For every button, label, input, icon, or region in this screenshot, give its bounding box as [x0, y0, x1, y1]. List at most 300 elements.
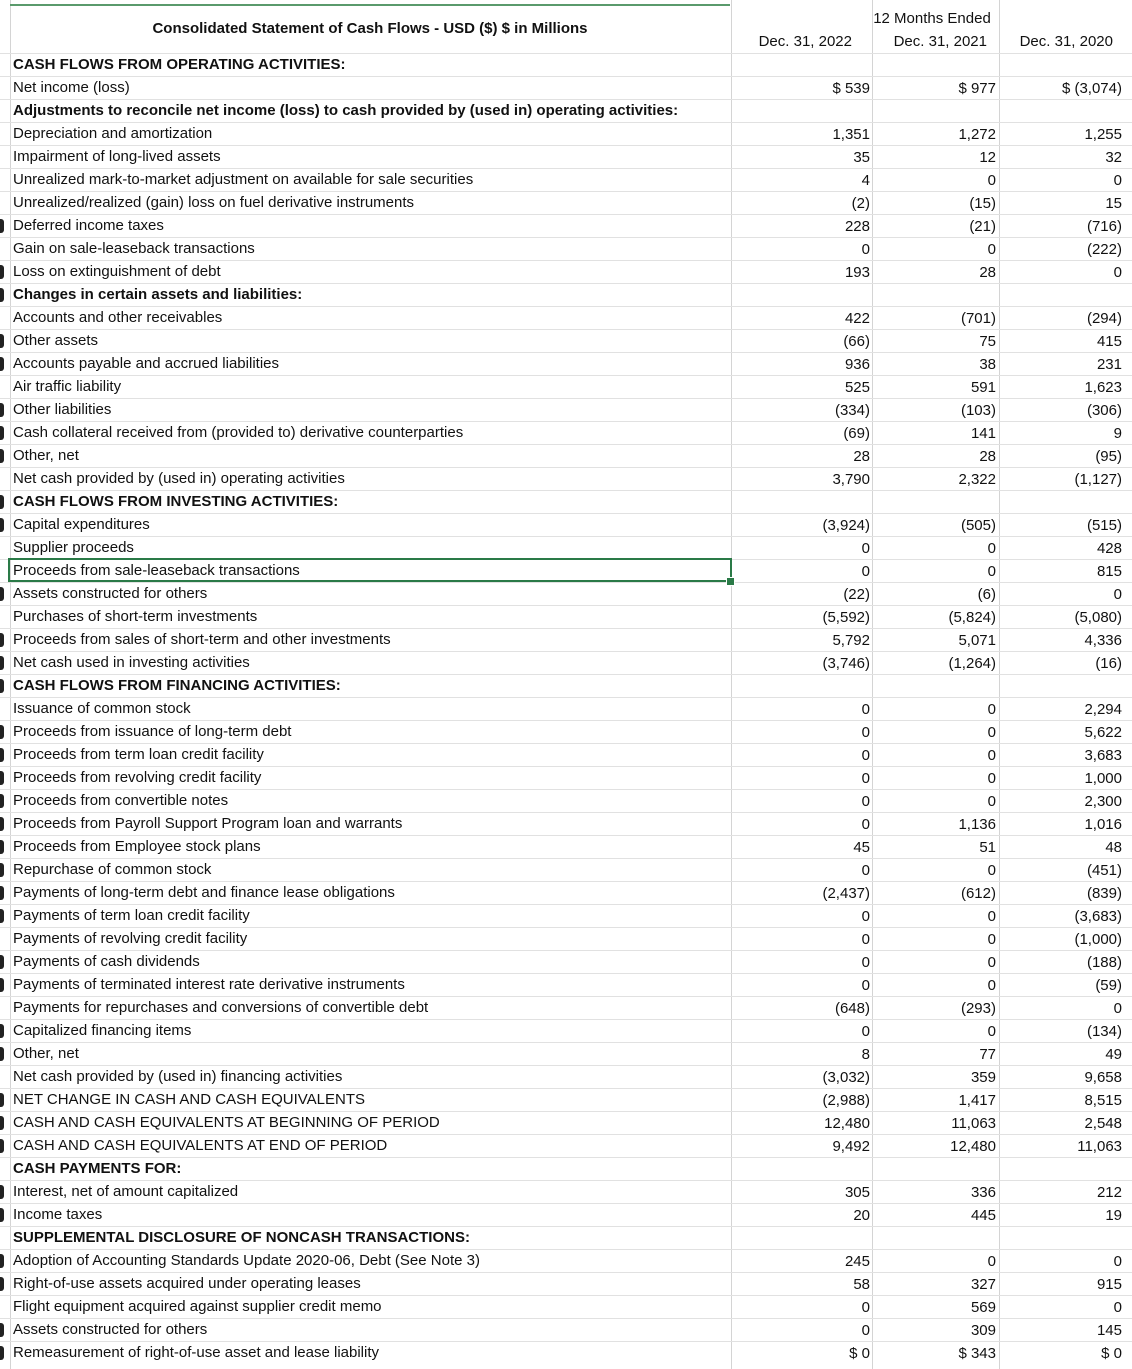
row-edge-marker	[0, 219, 4, 233]
row-label[interactable]: Right-of-use assets acquired under operating leases	[13, 1275, 361, 1292]
value-cell-2022[interactable]: 45	[853, 839, 870, 856]
table-row[interactable]	[0, 605, 1132, 628]
row-label[interactable]: Net cash provided by (used in) financing activities	[13, 1068, 343, 1085]
value-cell-2020[interactable]: 0	[1113, 264, 1122, 281]
table-row[interactable]	[0, 467, 1132, 490]
value-cell-2021[interactable]: 0	[987, 1253, 996, 1270]
value-cell-2022[interactable]: 305	[844, 1184, 870, 1201]
section-header-row[interactable]	[0, 1157, 1132, 1180]
row-edge-marker	[0, 449, 4, 463]
value-cell-2021[interactable]: 0	[987, 954, 996, 971]
value-cell-2021[interactable]: (1,264)	[948, 655, 996, 672]
value-cell-2021[interactable]: (21)	[969, 218, 996, 235]
table-row[interactable]	[0, 237, 1132, 260]
row-label[interactable]: Payments of cash dividends	[13, 953, 200, 970]
row-label[interactable]: Net cash provided by (used in) operating activities	[13, 470, 345, 487]
table-row[interactable]	[0, 168, 1132, 191]
table-row[interactable]	[0, 1295, 1132, 1318]
table-row[interactable]	[0, 1042, 1132, 1065]
row-label[interactable]: Payments for repurchases and conversions of convertible debt	[13, 999, 429, 1016]
value-cell-2021[interactable]: 0	[987, 862, 996, 879]
value-cell-2020[interactable]: (3,683)	[1074, 908, 1122, 925]
row-label[interactable]: Other, net	[13, 1045, 79, 1062]
value-cell-2022[interactable]: 58	[853, 1276, 870, 1293]
value-cell-2021[interactable]: (5,824)	[948, 609, 996, 626]
table-row[interactable]	[0, 145, 1132, 168]
value-cell-2020[interactable]: 0	[1113, 172, 1122, 189]
value-cell-2020[interactable]: (294)	[1086, 310, 1122, 327]
value-cell-2020[interactable]: 8,515	[1084, 1092, 1122, 1109]
row-label[interactable]: CASH AND CASH EQUIVALENTS AT BEGINNING OF PERIOD	[13, 1114, 440, 1131]
row-label[interactable]: Cash collateral received from (provided to) derivative counterparties	[13, 424, 464, 441]
row-label[interactable]: Deferred income taxes	[13, 217, 164, 234]
value-cell-2021[interactable]: 11,063	[951, 1115, 996, 1132]
column-header-2020[interactable]: Dec. 31, 2020	[1019, 33, 1113, 50]
row-label[interactable]: Unrealized/realized (gain) loss on fuel derivative instruments	[13, 194, 415, 211]
table-row[interactable]	[0, 1341, 1132, 1364]
row-label[interactable]: CASH FLOWS FROM INVESTING ACTIVITIES:	[13, 493, 339, 510]
section-header-row[interactable]	[0, 674, 1132, 697]
value-cell-2020[interactable]: (59)	[1095, 977, 1122, 994]
value-cell-2020[interactable]: 9,658	[1084, 1069, 1122, 1086]
value-cell-2020[interactable]: (222)	[1086, 241, 1122, 258]
value-cell-2022[interactable]: 9,492	[832, 1138, 870, 1155]
table-row[interactable]	[0, 1318, 1132, 1341]
table-row[interactable]	[0, 559, 1132, 582]
table-row[interactable]	[0, 835, 1132, 858]
row-label[interactable]: Net income (loss)	[13, 79, 130, 96]
value-cell-2021[interactable]: 1,417	[958, 1092, 996, 1109]
table-row[interactable]	[0, 306, 1132, 329]
value-cell-2020[interactable]: 19	[1105, 1207, 1122, 1224]
row-edge-marker	[0, 357, 4, 371]
value-cell-2021[interactable]: 28	[979, 264, 996, 281]
table-row[interactable]	[0, 421, 1132, 444]
value-cell-2021[interactable]: 0	[987, 724, 996, 741]
row-edge-marker	[0, 1254, 4, 1268]
value-cell-2020[interactable]: (839)	[1086, 885, 1122, 902]
value-cell-2020[interactable]: 1,000	[1084, 770, 1122, 787]
value-cell-2022[interactable]: (5,592)	[822, 609, 870, 626]
value-cell-2022[interactable]: (3,924)	[822, 517, 870, 534]
row-label[interactable]: Accounts payable and accrued liabilities	[13, 355, 279, 372]
value-cell-2021[interactable]: 0	[987, 241, 996, 258]
value-cell-2022[interactable]: 0	[861, 954, 870, 971]
row-label[interactable]: Adoption of Accounting Standards Update 2020-06, Debt (See Note 3)	[13, 1252, 480, 1269]
active-column-indicator	[10, 4, 730, 6]
value-cell-2022[interactable]: 422	[844, 310, 870, 327]
row-label[interactable]: Assets constructed for others	[13, 1321, 208, 1338]
table-row[interactable]	[0, 720, 1132, 743]
value-cell-2022[interactable]: 0	[861, 241, 870, 258]
table-row[interactable]	[0, 1180, 1132, 1203]
value-cell-2021[interactable]: 77	[979, 1046, 996, 1063]
table-row[interactable]	[0, 1203, 1132, 1226]
table-row[interactable]	[0, 513, 1132, 536]
value-cell-2022[interactable]: 228	[844, 218, 870, 235]
value-cell-2022[interactable]: 8	[861, 1046, 870, 1063]
row-edge-marker	[0, 288, 4, 302]
row-label[interactable]: Payments of terminated interest rate derivative instruments	[13, 976, 405, 993]
value-cell-2021[interactable]: 2,322	[958, 471, 996, 488]
row-label[interactable]: CASH PAYMENTS FOR:	[13, 1160, 182, 1177]
row-label[interactable]: CASH FLOWS FROM OPERATING ACTIVITIES:	[13, 56, 346, 73]
row-edge-marker	[0, 495, 4, 509]
value-cell-2021[interactable]: (6)	[977, 586, 996, 603]
row-edge-marker	[0, 886, 4, 900]
value-cell-2021[interactable]: (701)	[960, 310, 996, 327]
table-row[interactable]	[0, 651, 1132, 674]
value-cell-2021[interactable]: 12	[979, 149, 996, 166]
value-cell-2022[interactable]: (66)	[843, 333, 870, 350]
table-row[interactable]	[0, 881, 1132, 904]
value-cell-2022[interactable]: (3,032)	[822, 1069, 870, 1086]
table-row[interactable]	[0, 582, 1132, 605]
table-row[interactable]	[0, 904, 1132, 927]
value-cell-2020[interactable]: 48	[1105, 839, 1122, 856]
row-label[interactable]: Proceeds from term loan credit facility	[13, 746, 264, 763]
row-edge-marker	[0, 1277, 4, 1291]
value-cell-2020[interactable]: 915	[1096, 1276, 1122, 1293]
row-edge-marker	[0, 334, 4, 348]
row-label[interactable]: Capitalized financing items	[13, 1022, 192, 1039]
table-row[interactable]	[0, 789, 1132, 812]
row-label[interactable]: Net cash used in investing activities	[13, 654, 250, 671]
section-header-row[interactable]	[0, 283, 1132, 306]
table-row[interactable]	[0, 122, 1132, 145]
row-label[interactable]: CASH FLOWS FROM FINANCING ACTIVITIES:	[13, 677, 341, 694]
row-edge-marker	[0, 817, 4, 831]
value-cell-2021[interactable]: 5,071	[958, 632, 996, 649]
value-cell-2020[interactable]: 15	[1105, 195, 1122, 212]
value-cell-2021[interactable]: 38	[979, 356, 996, 373]
value-cell-2021[interactable]: $ 343	[958, 1345, 996, 1362]
period-label[interactable]: 12 Months Ended	[873, 10, 991, 27]
value-cell-2021[interactable]: 1,136	[958, 816, 996, 833]
column-header-2022[interactable]: Dec. 31, 2022	[758, 33, 852, 50]
table-row[interactable]	[0, 214, 1132, 237]
value-cell-2021[interactable]: 1,272	[958, 126, 996, 143]
value-cell-2020[interactable]: (134)	[1086, 1023, 1122, 1040]
value-cell-2021[interactable]: 75	[979, 333, 996, 350]
value-cell-2022[interactable]: 5,792	[832, 632, 870, 649]
value-cell-2022[interactable]: (648)	[834, 1000, 870, 1017]
row-label[interactable]: Supplier proceeds	[13, 539, 134, 556]
row-label[interactable]: Other liabilities	[13, 401, 112, 418]
row-edge-marker	[0, 909, 4, 923]
value-cell-2020[interactable]: 0	[1113, 1000, 1122, 1017]
table-row[interactable]	[0, 927, 1132, 950]
row-label[interactable]: Proceeds from issuance of long-term debt	[13, 723, 292, 740]
value-cell-2022[interactable]: 936	[844, 356, 870, 373]
value-cell-2020[interactable]: (1,127)	[1074, 471, 1122, 488]
value-cell-2022[interactable]: 0	[861, 724, 870, 741]
table-row[interactable]	[0, 1272, 1132, 1295]
table-row[interactable]	[0, 697, 1132, 720]
value-cell-2021[interactable]: 28	[979, 448, 996, 465]
row-label[interactable]: Flight equipment acquired against supplier credit memo	[13, 1298, 382, 1315]
table-row[interactable]	[0, 1019, 1132, 1042]
value-cell-2022[interactable]: 0	[861, 563, 870, 580]
value-cell-2021[interactable]: 0	[987, 172, 996, 189]
row-label[interactable]: Proceeds from Employee stock plans	[13, 838, 261, 855]
value-cell-2020[interactable]: 2,300	[1084, 793, 1122, 810]
value-cell-2022[interactable]: $ 539	[832, 80, 870, 97]
value-cell-2020[interactable]: 145	[1096, 1322, 1122, 1339]
table-row[interactable]	[0, 950, 1132, 973]
row-label[interactable]: Loss on extinguishment of debt	[13, 263, 221, 280]
section-header-row[interactable]	[0, 490, 1132, 513]
row-edge-marker	[0, 1047, 4, 1061]
fill-handle[interactable]	[726, 577, 735, 586]
row-label[interactable]: Interest, net of amount capitalized	[13, 1183, 239, 1200]
value-cell-2022[interactable]: 0	[861, 770, 870, 787]
value-cell-2021[interactable]: 0	[987, 793, 996, 810]
row-label[interactable]: Payments of long-term debt and finance lease obligations	[13, 884, 395, 901]
value-cell-2020[interactable]: 32	[1105, 149, 1122, 166]
value-cell-2022[interactable]: (2,988)	[822, 1092, 870, 1109]
table-row[interactable]	[0, 1134, 1132, 1157]
value-cell-2021[interactable]: 0	[987, 931, 996, 948]
row-edge-marker	[0, 1139, 4, 1153]
row-label[interactable]: Payments of term loan credit facility	[13, 907, 250, 924]
value-cell-2020[interactable]: (451)	[1086, 862, 1122, 879]
value-cell-2020[interactable]: 0	[1113, 586, 1122, 603]
row-edge-marker	[0, 1024, 4, 1038]
row-label[interactable]: Payments of revolving credit facility	[13, 930, 248, 947]
row-label[interactable]: Purchases of short-term investments	[13, 608, 258, 625]
table-row[interactable]	[0, 766, 1132, 789]
value-cell-2021[interactable]: (15)	[969, 195, 996, 212]
value-cell-2022[interactable]: 0	[861, 862, 870, 879]
row-edge-marker	[0, 1093, 4, 1107]
row-label[interactable]: Air traffic liability	[13, 378, 122, 395]
row-edge-marker	[0, 1116, 4, 1130]
value-cell-2021[interactable]: (293)	[960, 1000, 996, 1017]
row-label[interactable]: Proceeds from revolving credit facility	[13, 769, 262, 786]
value-cell-2020[interactable]: 0	[1113, 1253, 1122, 1270]
table-row[interactable]	[0, 329, 1132, 352]
section-header-row[interactable]	[0, 99, 1132, 122]
row-label[interactable]: Proceeds from sale-leaseback transactions	[13, 562, 300, 579]
row-label[interactable]: SUPPLEMENTAL DISCLOSURE OF NONCASH TRANSACTIONS:	[13, 1229, 470, 1246]
row-edge-marker	[0, 725, 4, 739]
value-cell-2021[interactable]: 0	[987, 747, 996, 764]
value-cell-2021[interactable]: (612)	[960, 885, 996, 902]
value-cell-2021[interactable]: 0	[987, 701, 996, 718]
value-cell-2022[interactable]: (2)	[851, 195, 870, 212]
row-label[interactable]: Proceeds from convertible notes	[13, 792, 229, 809]
value-cell-2020[interactable]: 1,255	[1084, 126, 1122, 143]
value-cell-2020[interactable]: 231	[1096, 356, 1122, 373]
value-cell-2022[interactable]: 0	[861, 1322, 870, 1339]
value-cell-2020[interactable]: (5,080)	[1074, 609, 1122, 626]
value-cell-2022[interactable]: 0	[861, 1299, 870, 1316]
value-cell-2021[interactable]: 309	[970, 1322, 996, 1339]
value-cell-2022[interactable]: 4	[861, 172, 870, 189]
row-edge-marker	[0, 518, 4, 532]
table-row[interactable]	[0, 858, 1132, 881]
value-cell-2022[interactable]: 0	[861, 793, 870, 810]
value-cell-2020[interactable]: 11,063	[1077, 1138, 1122, 1155]
row-label[interactable]: Proceeds from sales of short-term and other investments	[13, 631, 391, 648]
value-cell-2021[interactable]: 327	[970, 1276, 996, 1293]
value-cell-2021[interactable]: 0	[987, 908, 996, 925]
table-row[interactable]	[0, 191, 1132, 214]
row-edge-marker	[0, 1185, 4, 1199]
row-label[interactable]: CASH AND CASH EQUIVALENTS AT END OF PERIOD	[13, 1137, 388, 1154]
value-cell-2022[interactable]: 0	[861, 977, 870, 994]
row-edge-marker	[0, 771, 4, 785]
row-label[interactable]: Proceeds from Payroll Support Program loan and warrants	[13, 815, 403, 832]
value-cell-2020[interactable]: 1,016	[1084, 816, 1122, 833]
value-cell-2022[interactable]: 0	[861, 747, 870, 764]
value-cell-2020[interactable]: 2,548	[1084, 1115, 1122, 1132]
row-edge-marker	[0, 587, 4, 601]
table-row[interactable]	[0, 1088, 1132, 1111]
table-row[interactable]	[0, 973, 1132, 996]
row-edge-marker	[0, 978, 4, 992]
row-label[interactable]: Repurchase of common stock	[13, 861, 212, 878]
column-header-2021[interactable]: Dec. 31, 2021	[893, 33, 987, 50]
table-row[interactable]	[0, 743, 1132, 766]
value-cell-2020[interactable]: 5,622	[1084, 724, 1122, 741]
value-cell-2022[interactable]: 0	[861, 816, 870, 833]
table-row[interactable]	[0, 444, 1132, 467]
value-cell-2020[interactable]: $ 0	[1101, 1345, 1122, 1362]
value-cell-2021[interactable]: 359	[970, 1069, 996, 1086]
value-cell-2022[interactable]: 3,790	[832, 471, 870, 488]
value-cell-2021[interactable]: $ 977	[958, 80, 996, 97]
section-header-row[interactable]	[0, 1226, 1132, 1249]
value-cell-2020[interactable]: (1,000)	[1074, 931, 1122, 948]
row-edge-marker	[0, 863, 4, 877]
row-label[interactable]: Changes in certain assets and liabilities:	[13, 286, 303, 303]
value-cell-2020[interactable]: (306)	[1086, 402, 1122, 419]
table-row[interactable]	[0, 1249, 1132, 1272]
value-cell-2020[interactable]: (16)	[1095, 655, 1122, 672]
value-cell-2022[interactable]: (3,746)	[822, 655, 870, 672]
value-cell-2021[interactable]: (505)	[960, 517, 996, 534]
row-edge-marker	[0, 633, 4, 647]
value-cell-2022[interactable]: 0	[861, 701, 870, 718]
table-row[interactable]	[0, 1111, 1132, 1134]
row-label[interactable]: Unrealized mark-to-market adjustment on available for sale securities	[13, 171, 474, 188]
row-edge-marker	[0, 840, 4, 854]
value-cell-2022[interactable]: 193	[844, 264, 870, 281]
table-row[interactable]	[0, 996, 1132, 1019]
value-cell-2020[interactable]: 415	[1096, 333, 1122, 350]
row-edge-marker	[0, 679, 4, 693]
row-edge-marker	[0, 656, 4, 670]
value-cell-2022[interactable]: 12,480	[824, 1115, 870, 1132]
table-row[interactable]	[0, 375, 1132, 398]
value-cell-2022[interactable]: 0	[861, 908, 870, 925]
value-cell-2022[interactable]: 20	[853, 1207, 870, 1224]
row-label[interactable]: Accounts and other receivables	[13, 309, 223, 326]
value-cell-2020[interactable]: 2,294	[1084, 701, 1122, 718]
row-label[interactable]: Adjustments to reconcile net income (loss) to cash provided by (used in) operating activities:	[13, 102, 679, 119]
value-cell-2022[interactable]: 0	[861, 1023, 870, 1040]
row-label[interactable]: Issuance of common stock	[13, 700, 191, 717]
row-label[interactable]: Assets constructed for others	[13, 585, 208, 602]
value-cell-2021[interactable]: 445	[970, 1207, 996, 1224]
value-cell-2020[interactable]: 4,336	[1084, 632, 1122, 649]
row-label[interactable]: Gain on sale-leaseback transactions	[13, 240, 255, 257]
value-cell-2020[interactable]: 0	[1113, 1299, 1122, 1316]
value-cell-2022[interactable]: (334)	[834, 402, 870, 419]
value-cell-2021[interactable]: 0	[987, 770, 996, 787]
table-row[interactable]	[0, 76, 1132, 99]
value-cell-2020[interactable]: $ (3,074)	[1061, 80, 1122, 97]
value-cell-2020[interactable]: 3,683	[1084, 747, 1122, 764]
row-edge-marker	[0, 748, 4, 762]
row-label[interactable]: NET CHANGE IN CASH AND CASH EQUIVALENTS	[13, 1091, 366, 1108]
value-cell-2020[interactable]: 815	[1096, 563, 1122, 580]
value-cell-2020[interactable]: 1,623	[1084, 379, 1122, 396]
row-label[interactable]: Remeasurement of right-of-use asset and lease liability	[13, 1344, 380, 1361]
value-cell-2022[interactable]: (69)	[843, 425, 870, 442]
value-cell-2020[interactable]: (95)	[1095, 448, 1122, 465]
value-cell-2022[interactable]: 35	[853, 149, 870, 166]
value-cell-2021[interactable]: 141	[970, 425, 996, 442]
table-row[interactable]	[0, 628, 1132, 651]
value-cell-2021[interactable]: 0	[987, 540, 996, 557]
row-label[interactable]: Capital expenditures	[13, 516, 150, 533]
value-cell-2022[interactable]: (2,437)	[822, 885, 870, 902]
value-cell-2021[interactable]: (103)	[960, 402, 996, 419]
table-row[interactable]	[0, 1065, 1132, 1088]
table-row[interactable]	[0, 352, 1132, 375]
value-cell-2022[interactable]: 0	[861, 540, 870, 557]
value-cell-2022[interactable]: 1,351	[832, 126, 870, 143]
value-cell-2020[interactable]: (515)	[1086, 517, 1122, 534]
table-row[interactable]	[0, 536, 1132, 559]
row-label[interactable]: Impairment of long-lived assets	[13, 148, 221, 165]
value-cell-2020[interactable]: 428	[1096, 540, 1122, 557]
row-label[interactable]: Depreciation and amortization	[13, 125, 213, 142]
value-cell-2020[interactable]: 9	[1113, 425, 1122, 442]
section-header-row[interactable]	[0, 53, 1132, 76]
row-label[interactable]: Income taxes	[13, 1206, 103, 1223]
value-cell-2021[interactable]: 51	[979, 839, 996, 856]
table-row[interactable]	[0, 398, 1132, 421]
value-cell-2020[interactable]: (716)	[1086, 218, 1122, 235]
value-cell-2020[interactable]: 212	[1096, 1184, 1122, 1201]
value-cell-2021[interactable]: 336	[970, 1184, 996, 1201]
value-cell-2022[interactable]: 525	[844, 379, 870, 396]
value-cell-2020[interactable]: 49	[1105, 1046, 1122, 1063]
statement-title[interactable]: Consolidated Statement of Cash Flows - USD ($) $ in Millions	[152, 20, 588, 37]
value-cell-2021[interactable]: 0	[987, 563, 996, 580]
table-row[interactable]	[0, 260, 1132, 283]
value-cell-2020[interactable]: (188)	[1086, 954, 1122, 971]
value-cell-2022[interactable]: 245	[844, 1253, 870, 1270]
value-cell-2022[interactable]: 0	[861, 931, 870, 948]
value-cell-2022[interactable]: 28	[853, 448, 870, 465]
value-cell-2021[interactable]: 0	[987, 1023, 996, 1040]
value-cell-2022[interactable]: $ 0	[849, 1345, 870, 1362]
value-cell-2021[interactable]: 12,480	[950, 1138, 996, 1155]
value-cell-2021[interactable]: 569	[970, 1299, 996, 1316]
value-cell-2022[interactable]: (22)	[843, 586, 870, 603]
value-cell-2021[interactable]: 0	[987, 977, 996, 994]
row-label[interactable]: Other, net	[13, 447, 79, 464]
table-row[interactable]	[0, 812, 1132, 835]
row-edge-marker	[0, 794, 4, 808]
row-label[interactable]: Other assets	[13, 332, 99, 349]
value-cell-2021[interactable]: 591	[970, 379, 996, 396]
